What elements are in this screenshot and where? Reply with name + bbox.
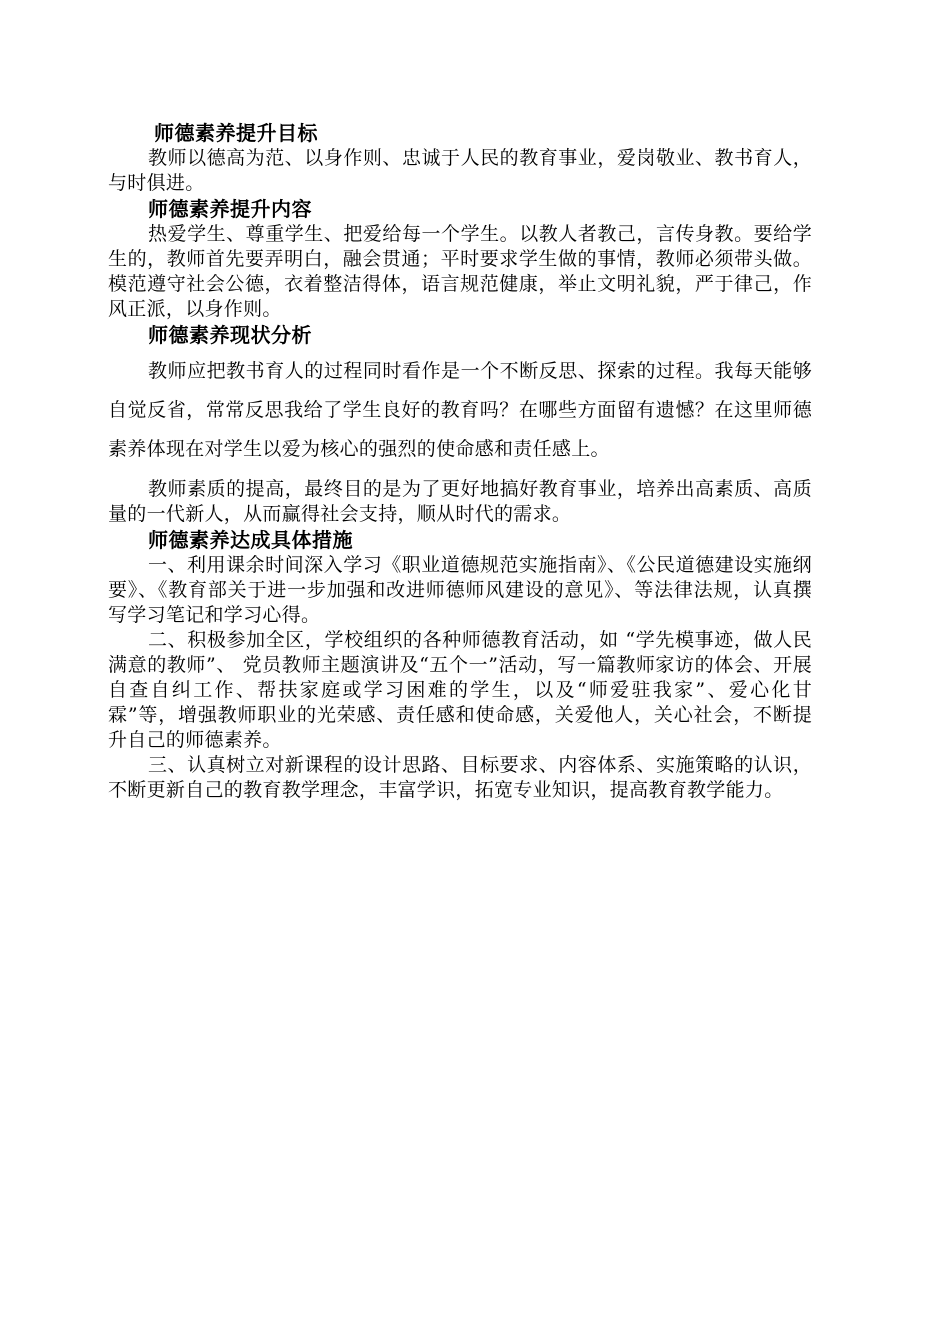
document-page <box>108 120 812 803</box>
paragraph-analysis-1: 教师应把教书育人的过程同时看作是一个不断反思、探索的过程。我每天能够自觉反省，常常反思我给了学生良好的教育吗？在哪些方面留有遗憾？在这里师德素养体现在对学生以爱为核心的强烈的使命感和责任感上。 <box>108 360 812 460</box>
section-heading-content: 师德素养提升内容 <box>148 197 312 221</box>
section-heading-measures: 师德素养达成具体措施 <box>148 528 353 552</box>
section-heading-analysis: 师德素养现状分析 <box>148 323 312 347</box>
paragraph-content: 热爱学生、尊重学生、把爱给每一个学生。以教人者教己，言传身教。要给学生的，教师首先要弄明白，融会贯通；平时要求学生做的事情，教师必须带头做。模范遵守社会公德，衣着整洁得体，语言规范健康，举止文明礼貌，严于律己，作风正派，以身作则。 <box>108 223 812 320</box>
section-heading-goal: 师德素养提升目标 <box>154 121 318 145</box>
paragraph-goal: 教师以德高为范、以身作则、忠诚于人民的教育事业，爱岗敬业、教书育人，与时俱进。 <box>108 147 812 194</box>
paragraph-measure-1: 一、利用课余时间深入学习《职业道德规范实施指南》、《公民道德建设实施纲要》、《教育部关于进一步加强和改进师德师风建设的意见》、等法律法规，认真撰写学习笔记和学习心得。 <box>108 554 812 626</box>
paragraph-analysis-2: 教师素质的提高，最终目的是为了更好地搞好教育事业，培养出高素质、高质量的一代新人，从而赢得社会支持，顺从时代的需求。 <box>108 478 812 525</box>
paragraph-measure-3: 三、认真树立对新课程的设计思路、目标要求、内容体系、实施策略的认识，不断更新自己的教育教学理念，丰富学识，拓宽专业知识，提高教育教学能力。 <box>108 754 812 801</box>
paragraph-measure-2: 二、积极参加全区，学校组织的各种师德教育活动，如 “学先模事迹，做人民满意的教师”、 党员教师主题演讲及“五个一”活动，写一篇教师家访的体会、开展自查自纠工作、帮扶家庭或学习困难的学生，以及“师爱驻我家”、爱心化甘霖”等，增强教师职业的光荣感、责任感和使命感，关爱他人，关心社会，不断提升自己的师德素养。 <box>108 629 812 751</box>
